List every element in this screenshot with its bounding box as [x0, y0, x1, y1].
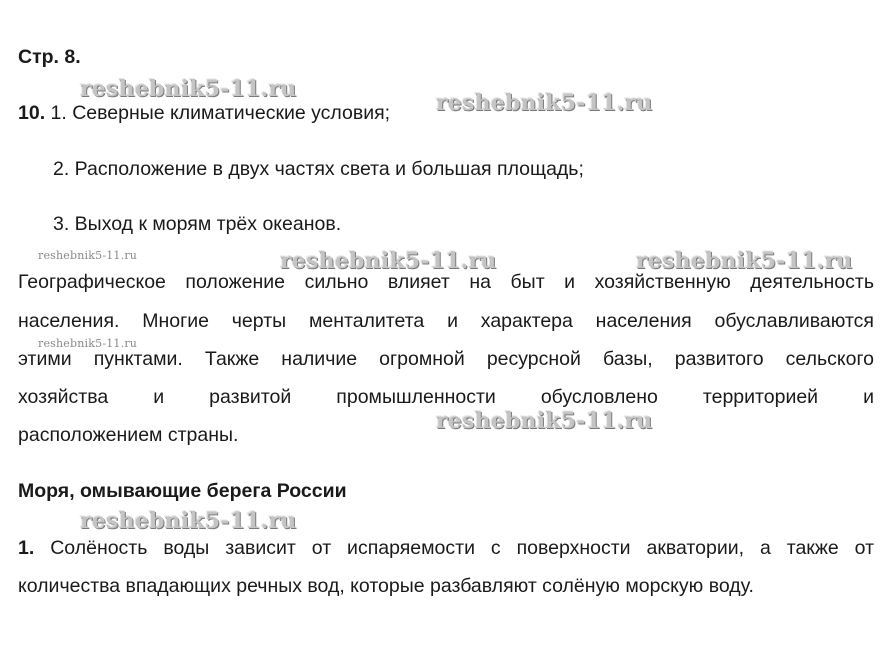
- paragraph-line: расположением страны.: [18, 424, 239, 446]
- section-title: Моря, омывающие берега России: [18, 480, 347, 502]
- page-header: Стр. 8.: [18, 46, 81, 68]
- watermark: reshebnik5-11.ru: [280, 248, 497, 274]
- watermark: reshebnik5-11.ru: [636, 248, 853, 274]
- task1-number: 1.: [18, 537, 35, 559]
- watermark-small: reshebnik5-11.ru: [38, 337, 138, 350]
- watermark: reshebnik5-11.ru: [436, 90, 653, 116]
- task10-item3: 3. Выход к морям трёх океанов.: [53, 213, 342, 235]
- task10-item2: 2. Расположение в двух частях света и большая площадь;: [53, 158, 584, 180]
- watermark: reshebnik5-11.ru: [436, 408, 653, 434]
- paragraph-line: этими пунктами. Также наличие огромной ресурсной базы, развитого сельского: [18, 348, 874, 370]
- paragraph-line: Географическое положение сильно влияет на быт и хозяйственную деятельность: [18, 271, 874, 293]
- paragraph-line: населения. Многие черты менталитета и характера населения обуславливаются: [18, 310, 874, 332]
- task10-number: 10.: [18, 102, 46, 124]
- task10-item1: [18, 102, 390, 125]
- paragraph-line: количества впадающих речных вод, которые разбавляют солёную морскую воду.: [18, 575, 754, 597]
- task10-item1-text: 1. Северные климатические условия;: [50, 102, 391, 124]
- watermark-small: reshebnik5-11.ru: [38, 249, 138, 262]
- paragraph-line: хозяйства и развитой промышленности обусловлено территорией и: [18, 386, 874, 408]
- task1-line1-text: Солёность воды зависит от испаряемости с поверхности акватории, а также от: [50, 537, 875, 559]
- paragraph-line: [18, 537, 874, 560]
- watermark: reshebnik5-11.ru: [80, 76, 297, 102]
- watermark: reshebnik5-11.ru: [80, 508, 297, 534]
